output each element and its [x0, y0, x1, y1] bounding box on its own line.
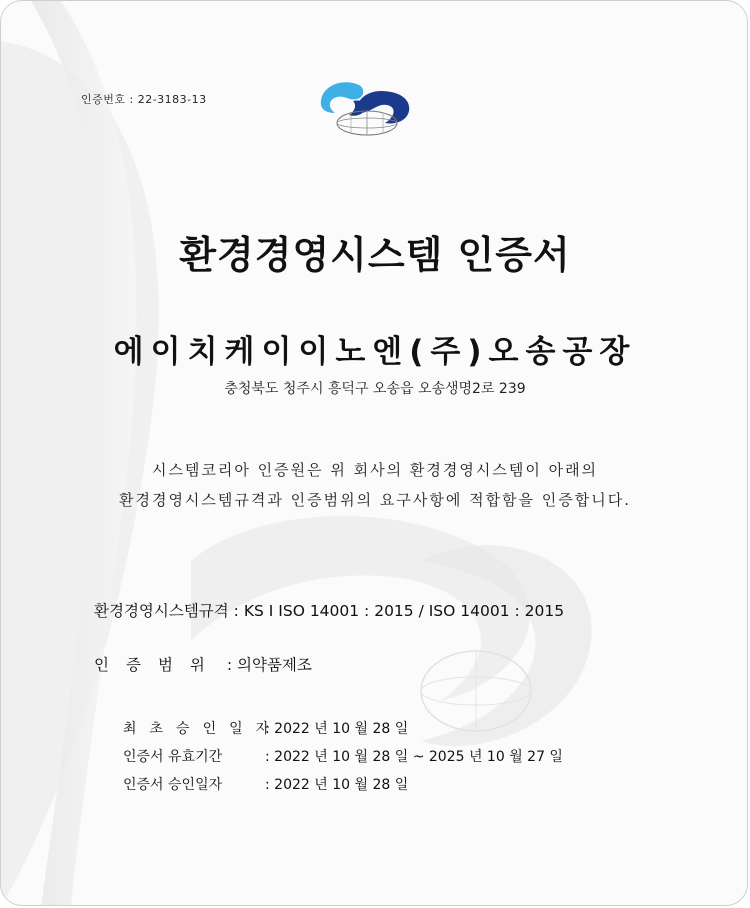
issue-date-value: : 2022 년 10 월 28 일	[265, 777, 409, 793]
certification-logo-icon	[315, 73, 417, 139]
company-name: 에이치케이이노엔(주)오송공장	[113, 334, 637, 370]
scope-value: : 의약품제조	[226, 656, 312, 674]
initial-approval-label: 최초승인일자	[123, 721, 283, 737]
initial-approval-row	[123, 718, 408, 738]
scope-row	[94, 653, 312, 675]
initial-approval-value: : 2022 년 10 월 28 일	[265, 721, 409, 737]
scope-label: 인증범위	[94, 656, 222, 674]
issue-date-row	[123, 774, 408, 794]
certificate-title: 환경경영시스템 인증서	[179, 233, 571, 277]
certification-statement-line-2: 환경경영시스템규격과 인증범위의 요구사항에 적합함을 인증합니다.	[118, 491, 632, 509]
company-address: 충청북도 청주시 흥덕구 오송읍 오송생명2로 239	[224, 381, 526, 397]
standard-row	[94, 599, 564, 621]
validity-label: 인증서 유효기간	[123, 749, 223, 765]
validity-row	[123, 746, 563, 766]
certificate-number: 인증번호 : 22-3183-13	[81, 93, 207, 106]
issue-date-label: 인증서 승인일자	[123, 777, 223, 793]
standard-value: KS I ISO 14001 : 2015 / ISO 14001 : 2015	[243, 602, 565, 620]
certification-statement-line-1: 시스템코리아 인증원은 위 회사의 환경경영시스템이 아래의	[151, 461, 599, 479]
standard-label: 환경경영시스템규격 :	[94, 602, 239, 620]
validity-value: : 2022 년 10 월 28 일 ~ 2025 년 10 월 27 일	[265, 749, 563, 765]
